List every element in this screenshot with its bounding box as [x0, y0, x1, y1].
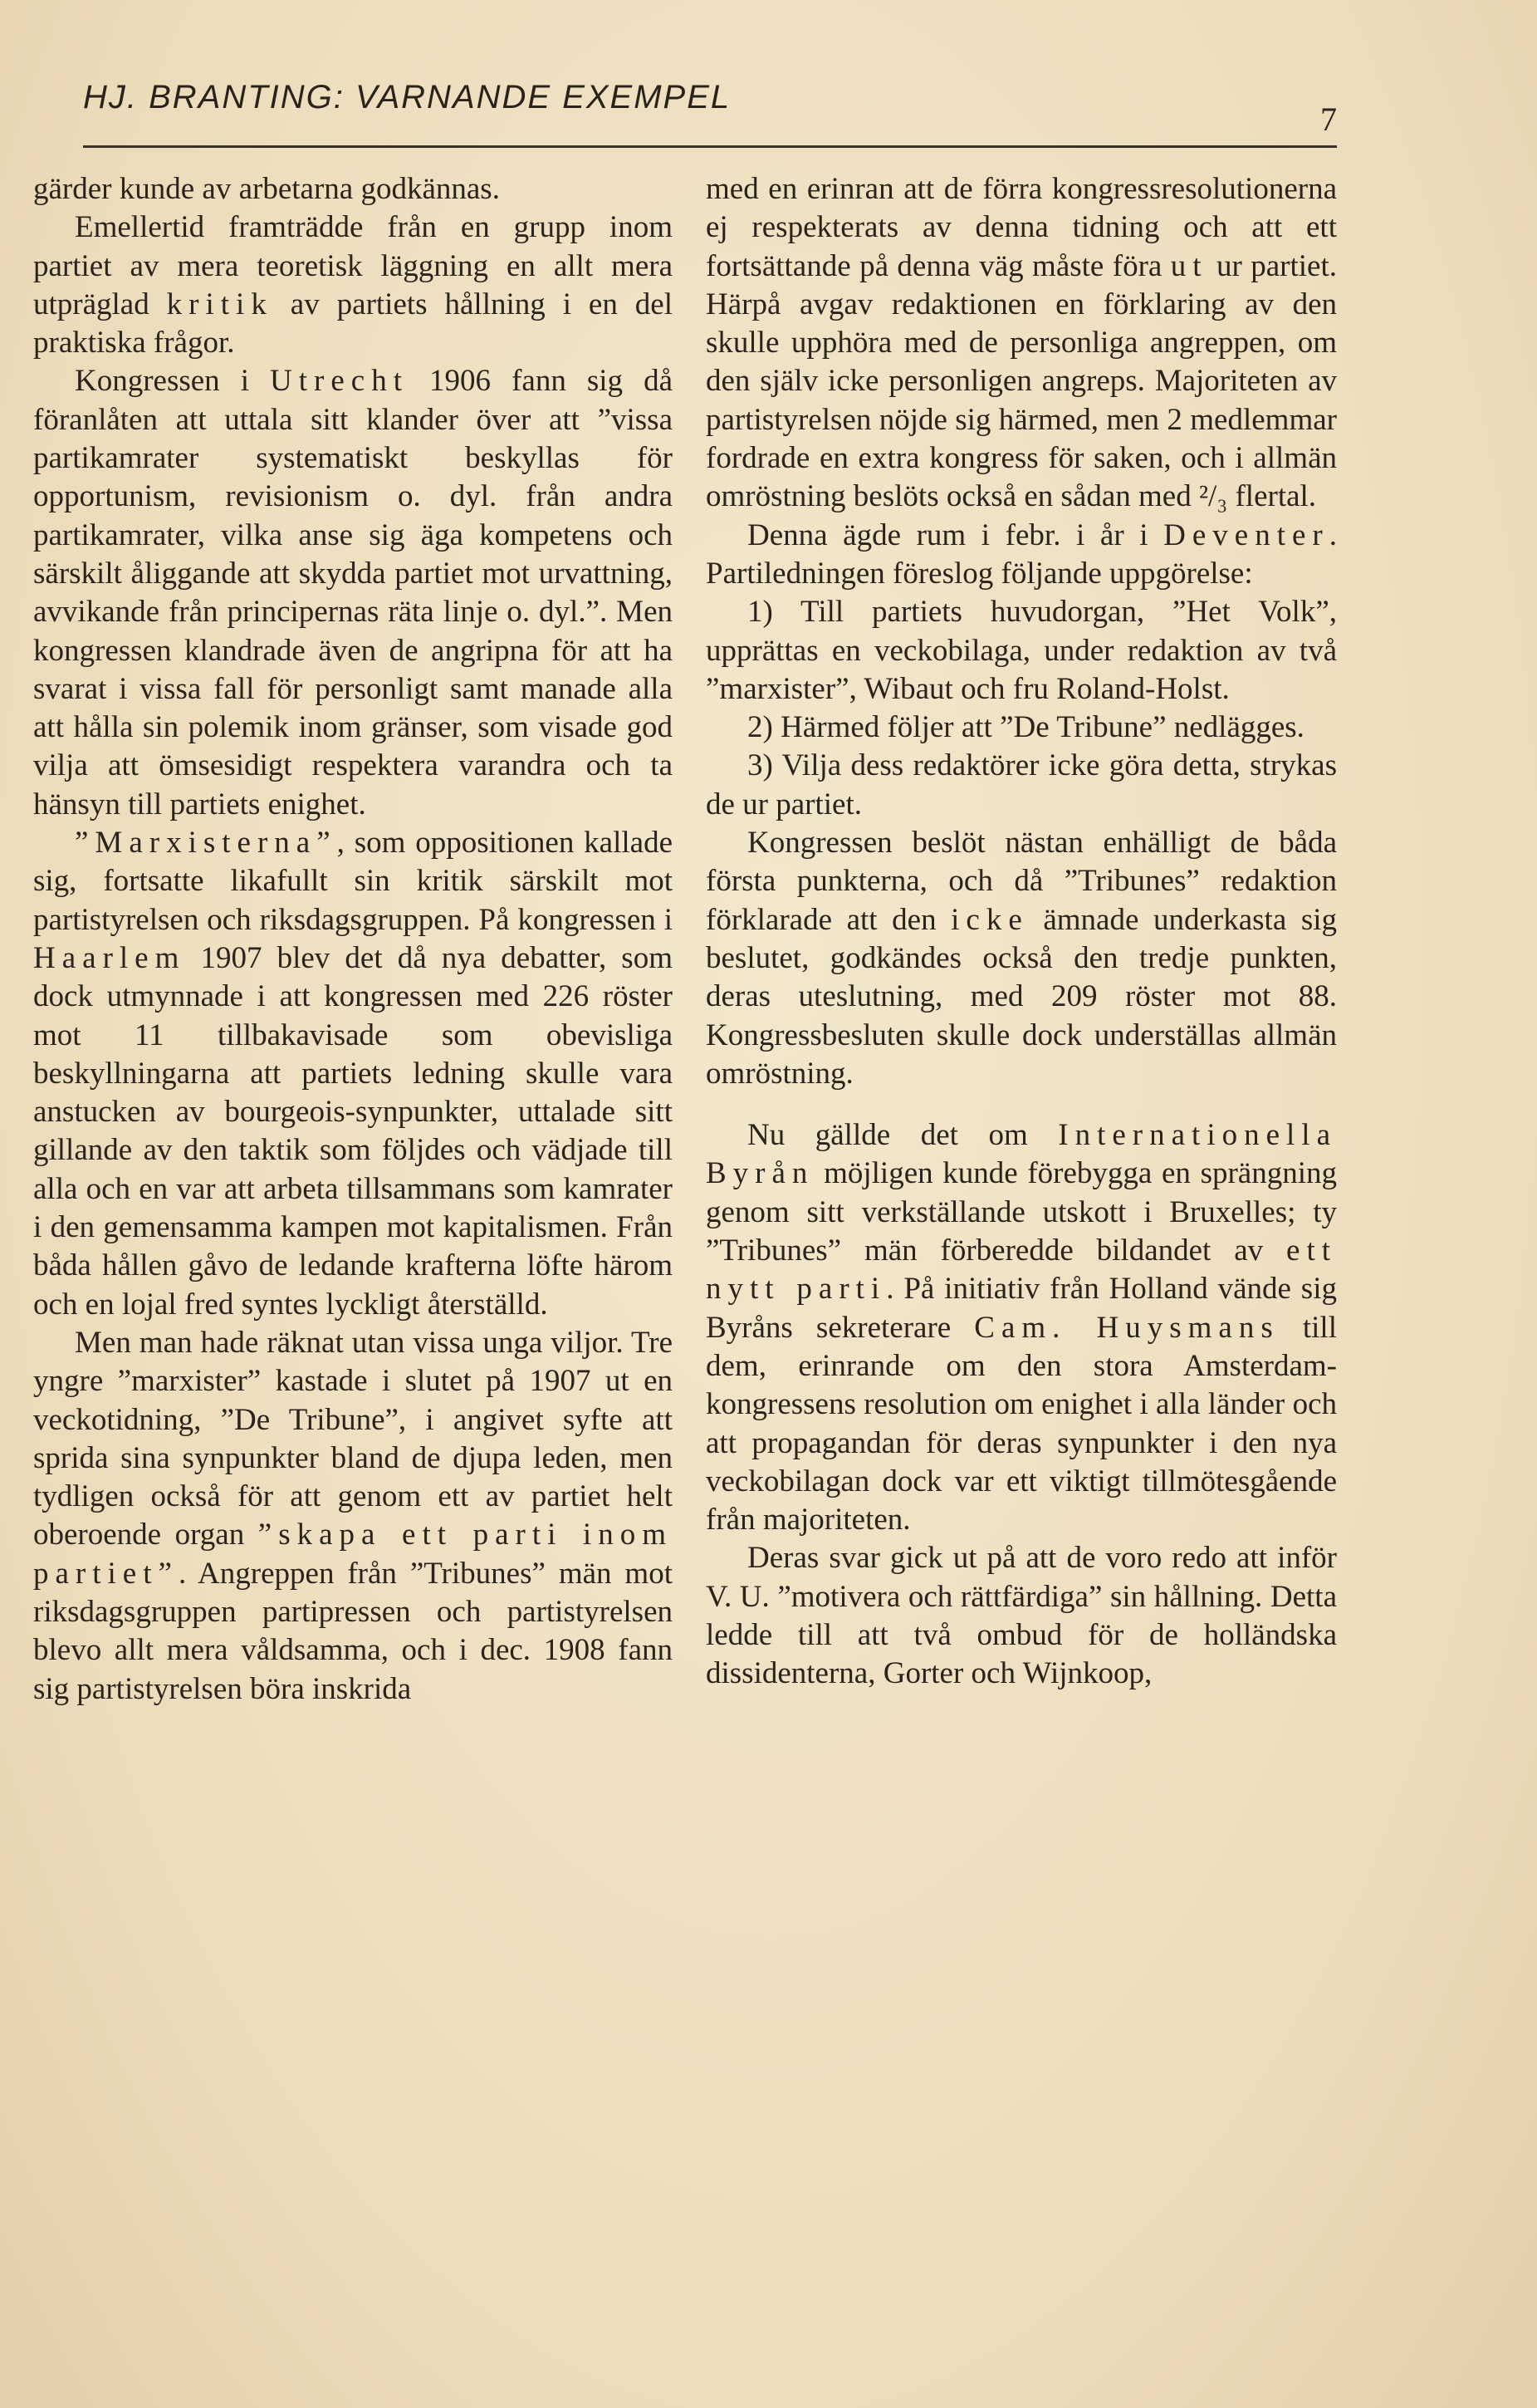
spaced-emphasis: kritik — [166, 287, 273, 321]
page-number: 7 — [1320, 101, 1337, 138]
spaced-emphasis: ”Marxisterna” — [75, 826, 337, 861]
spaced-emphasis: Haarlem — [33, 940, 186, 975]
spaced-emphasis: ett nytt parti — [706, 1233, 1337, 1307]
paragraph: Deras svar gick ut på att de voro redo att inför V. U. ”motivera och rättfärdiga” sin hållning. Detta ledde till att två ombud för de holländska dissidenterna, Gorter och Wijnkoop, — [706, 1541, 1337, 1691]
list-item: 3) Vilja dess redaktörer icke göra detta, strykas de ur partiet. — [706, 748, 1337, 821]
left-column — [33, 170, 673, 1709]
spaced-emphasis: icke — [951, 902, 1029, 937]
header-rule — [83, 145, 1337, 148]
paragraph: Men man hade räknat utan vissa unga viljor. Tre yngre ”marxister” kastade i slutet på 1907 ut en veckotidning, ”De Tribune”, i angivet syfte att sprida sina synpunkter bland de djupa leden, men tydligen också för att genom ett av partiet helt oberoende organ ”skapa ett parti inom partiet”. Angreppen från ”Tribunes” män mot riksdagsgruppen partipressen och partistyrelsen blevo allt mera våldsamma, och i dec. 1908 fann sig partistyrelsen böra inskrida — [33, 1325, 673, 1706]
paragraph: ”Marxisterna”, som oppositionen kallade sig, fortsatte likafullt sin kritik särskilt mot partistyrelsen och riksdagsgruppen. På kongressen i Haarlem 1907 blev det då nya debatter, som dock utmynnade i att kongressen med 226 röster mot 11 tillbakavisade som obevisliga beskyllningarna att partiets ledning skulle vara anstucken av bourgeois-synpunkter, uttalade sitt gillande av den taktik som följdes och vädjade till alla och en var att arbeta tillsammans som kamrater i den gemensamma kampen mot kapitalismen. Från båda hållen gåvo de ledande krafterna löfte härom och en lojal fred syntes lyckligt återställd. — [33, 826, 673, 1322]
spaced-emphasis: Cam. Huysmans — [974, 1310, 1280, 1345]
paragraph: Kongressen beslöt nästan enhälligt de båda första punkterna, och då ”Tribunes” redaktion förklarade att den icke ämnade underkasta sig beslutet, godkändes också den tredje punkten, deras uteslutning, med 209 röster mot 88. Kongressbesluten skulle dock underställas allmän omröstning. — [706, 826, 1338, 1091]
page-header — [83, 79, 1345, 145]
spaced-emphasis: ut — [1170, 248, 1208, 283]
paragraph: Nu gällde det om Internationella Byrån möjligen kunde förebygga en sprängning genom sitt verkställande utskott i Bruxelles; ty ”Tribunes” män förberedde bildandet av ett nytt parti. På initiativ från Holland vände sig Byråns sekreterare Cam. Huysmans till dem, erinrande om den stora Amsterdam-kongressens resolution om enighet i alla länder och att propagandan för deras synpunkter i den nya veckobilagan dock var ett viktigt tillmötesgående från majoriteten. — [706, 1118, 1337, 1537]
paragraph: gärder kunde av arbetarna godkännas. — [33, 172, 500, 206]
list-item: 1) Till partiets huvudorgan, ”Het Volk”, upprättas en veckobilaga, under redaktion av två ”marxister”, Wibaut och fru Roland-Holst. — [706, 595, 1337, 706]
paragraph: Kongressen i Utrecht 1906 fann sig då föranlåten att uttala sitt klander över att ”vissa partikamrater systematiskt beskyllas för opportunism, revisionism o. dyl. från andra partikamrater, vilka anse sig äga kompetens och särskilt åliggande att skydda partiet mot urvattning, avvikande från principernas räta linje o. dyl.”. Men kongressen klandrade även de angripna för att ha svarat i vissa fall för personligt samt manade alla att hålla sin polemik inom gränser, som visade god vilja att ömsesidigt respektera varandra och ta hänsyn till partiets enighet. — [33, 364, 673, 821]
paragraph: Emellertid framträdde från en grupp inom partiet av mera teoretisk läggning en allt mera utpräglad kritik av partiets hållning i en del praktiska frågor. — [33, 210, 673, 360]
paragraph: med en erinran att de förra kongressresolutionerna ej respekterats av denna tidning och att ett fortsättande på denna väg måste föra ut ur partiet. Härpå avgav redaktionen en förklaring av den skulle upphöra med de personliga angreppen, om den själv icke personligen angreps. Majoriteten av partistyrelsen nöjde sig härmed, men 2 medlemmar fordrade en extra kongress för saken, och i allmän omröstning beslöts också en sådan med ²/₃ flertal. — [706, 172, 1337, 514]
spaced-emphasis: Utrecht — [270, 364, 409, 399]
right-column — [706, 170, 1337, 1694]
spaced-emphasis: Internationella Byrån — [706, 1118, 1337, 1191]
spaced-emphasis: Deventer — [1163, 517, 1329, 552]
paragraph: Denna ägde rum i febr. i år i Deventer. Partiledningen föreslog följande uppgörelse: — [706, 517, 1337, 591]
list-item: 2) Härmed följer att ”De Tribune” nedlägges. — [747, 710, 1304, 745]
running-head: HJ. BRANTING: VARNANDE EXEMPEL — [83, 79, 732, 115]
spaced-emphasis: ”skapa ett parti inom partiet” — [33, 1518, 673, 1591]
